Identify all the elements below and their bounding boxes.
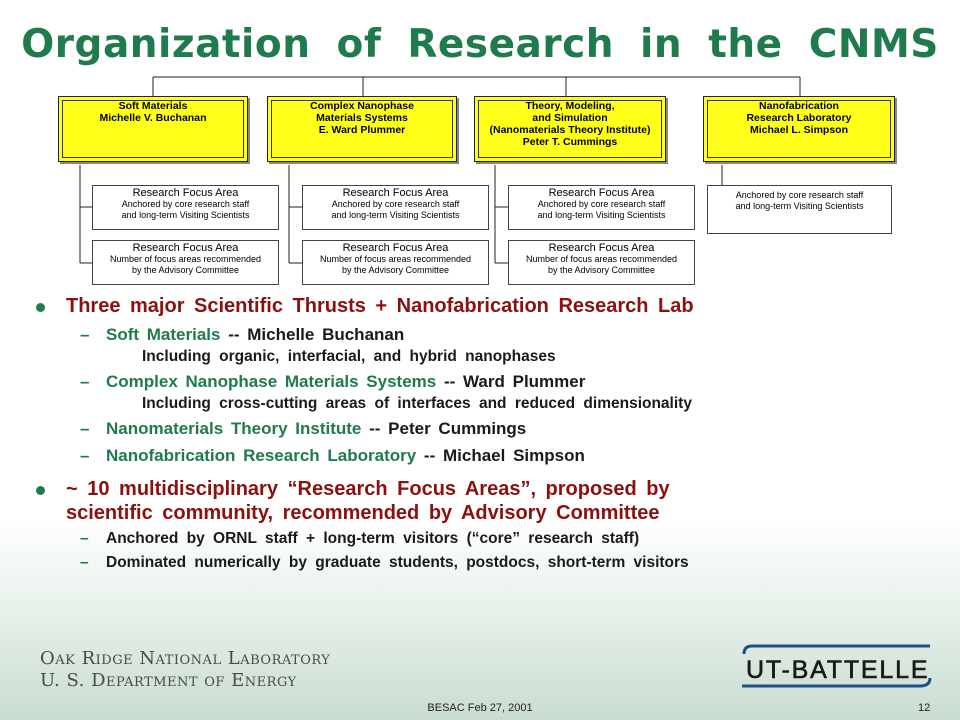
rfa-box-anchored [508,185,695,230]
rfa-line: by the Advisory Committee [341,265,450,275]
separator: -- [416,446,443,465]
ut-battelle-logo [740,642,932,692]
thrust-title: Soft Materials [118,100,188,112]
thrust-name: Nanofabrication Research Laboratory [106,446,417,465]
rfa-line: Anchored by core research staff [331,199,460,209]
thrust-name: Nanomaterials Theory Institute [106,419,362,438]
rfa-line: Anchored by core research staff [537,199,666,209]
dash: – [80,554,89,571]
rfa-heading: Research Focus Area [342,187,449,199]
dash: – [80,446,90,465]
rfa-line: and long-term Visiting Scientists [537,210,666,220]
thrust-title-2: Materials Systems [316,112,408,124]
footer-text: BESAC Feb 27, 2001 [427,702,533,714]
rfa-line: Number of focus areas recommended [319,254,472,264]
sub-bullet-text: Dominated numerically by graduate students, postdocs, short-term visitors [106,554,689,571]
rfa-line: and long-term Visiting Scientists [121,210,250,220]
rfa-line: Anchored by core research staff [121,199,250,209]
sub-sub-text: Including organic, interfacial, and hybrid nanophases [142,348,556,365]
rfa-box-recommended [92,240,279,285]
sub-bullet-theory [36,418,936,440]
bullet-text: Three major Scientific Thrusts + Nanofabrication Research Lab [66,295,694,317]
ornl-name: Oak Ridge National Laboratory [40,648,331,669]
page-number: 12 [918,702,931,714]
bullet-text: ~ 10 multidisciplinary “Research Focus Areas”, proposed by [66,478,670,500]
sub-bullet-dominated [36,552,936,574]
thrust-lead-name: Ward Plummer [463,372,586,391]
thrust-lead: Michael L. Simpson [749,124,849,136]
rfa-heading: Research Focus Area [342,242,449,254]
rfa-heading: Research Focus Area [548,187,655,199]
dash: – [80,419,90,438]
rfa-line: Number of focus areas recommended [109,254,262,264]
rfa-box-recommended [508,240,695,285]
bullet-list [36,294,936,574]
thrust-title-2: Research Laboratory [746,112,852,124]
bullet-focus-areas [36,477,936,525]
thrust-box-nanofabrication [703,96,895,162]
rfa-line: by the Advisory Committee [131,265,240,275]
rfa-box-anchored [302,185,489,230]
sub-bullet-anchored [36,528,936,550]
separator: -- [361,419,389,438]
thrust-lead: Michelle V. Buchanan [99,112,207,124]
sub-bullet-text: Anchored by ORNL staff + long-term visitors (“core” research staff) [106,530,640,547]
separator: -- [436,372,464,391]
thrust-box-theory [474,96,666,162]
page-title: Organization of Research in the CNMS [21,22,939,67]
thrust-title: Complex Nanophase [310,100,414,112]
sub-sub-text: Including cross-cutting areas of interfaces and reduced dimensionality [142,395,692,412]
rfa-heading: Research Focus Area [548,242,655,254]
rfa-line: Number of focus areas recommended [525,254,678,264]
ornl-logo [40,648,330,692]
thrust-lead: E. Ward Plummer [318,124,406,136]
thrust-name: Soft Materials [106,325,221,344]
thrust-lead: Peter T. Cummings [522,136,618,148]
thrust-title-2: and Simulation [532,112,608,124]
separator: -- [220,325,248,344]
rfa-line: Anchored by core research staff [735,190,864,200]
dash: – [80,530,89,547]
rfa-box-anchored [92,185,279,230]
rfa-box-recommended [302,240,489,285]
dash: – [80,325,90,344]
thrust-lead-name: Peter Cummings [388,419,527,438]
thrust-lead-name: Michael Simpson [442,446,585,465]
thrust-subtitle: (Nanomaterials Theory Institute) [489,124,651,136]
thrust-lead-name: Michelle Buchanan [247,325,405,344]
sub-bullet-nanofabrication [36,445,936,467]
thrust-box-complex-nanophase [267,96,457,162]
bullet-dot [36,303,45,312]
thrust-name: Complex Nanophase Materials Systems [106,372,437,391]
nanofab-anchored-box [707,185,892,234]
thrust-title: Nanofabrication [759,100,839,112]
thrust-box-soft-materials [58,96,248,162]
dash: – [80,372,90,391]
sub-bullet-soft-materials [36,324,936,346]
bullet-text-2: scientific community, recommended by Advisory Committee [66,502,660,524]
rfa-heading: Research Focus Area [132,187,239,199]
rfa-line: and long-term Visiting Scientists [735,201,864,211]
rfa-heading: Research Focus Area [132,242,239,254]
doe-name: U. S. Department of Energy [40,670,297,691]
sub-bullet-complex-nanophase [36,371,936,393]
bullet-thrusts [36,294,936,318]
rfa-line: by the Advisory Committee [547,265,656,275]
logo-text: UT-BATTELLE [746,656,928,684]
rfa-line: and long-term Visiting Scientists [331,210,460,220]
bullet-dot [36,486,45,495]
thrust-title: Theory, Modeling, [525,100,615,112]
